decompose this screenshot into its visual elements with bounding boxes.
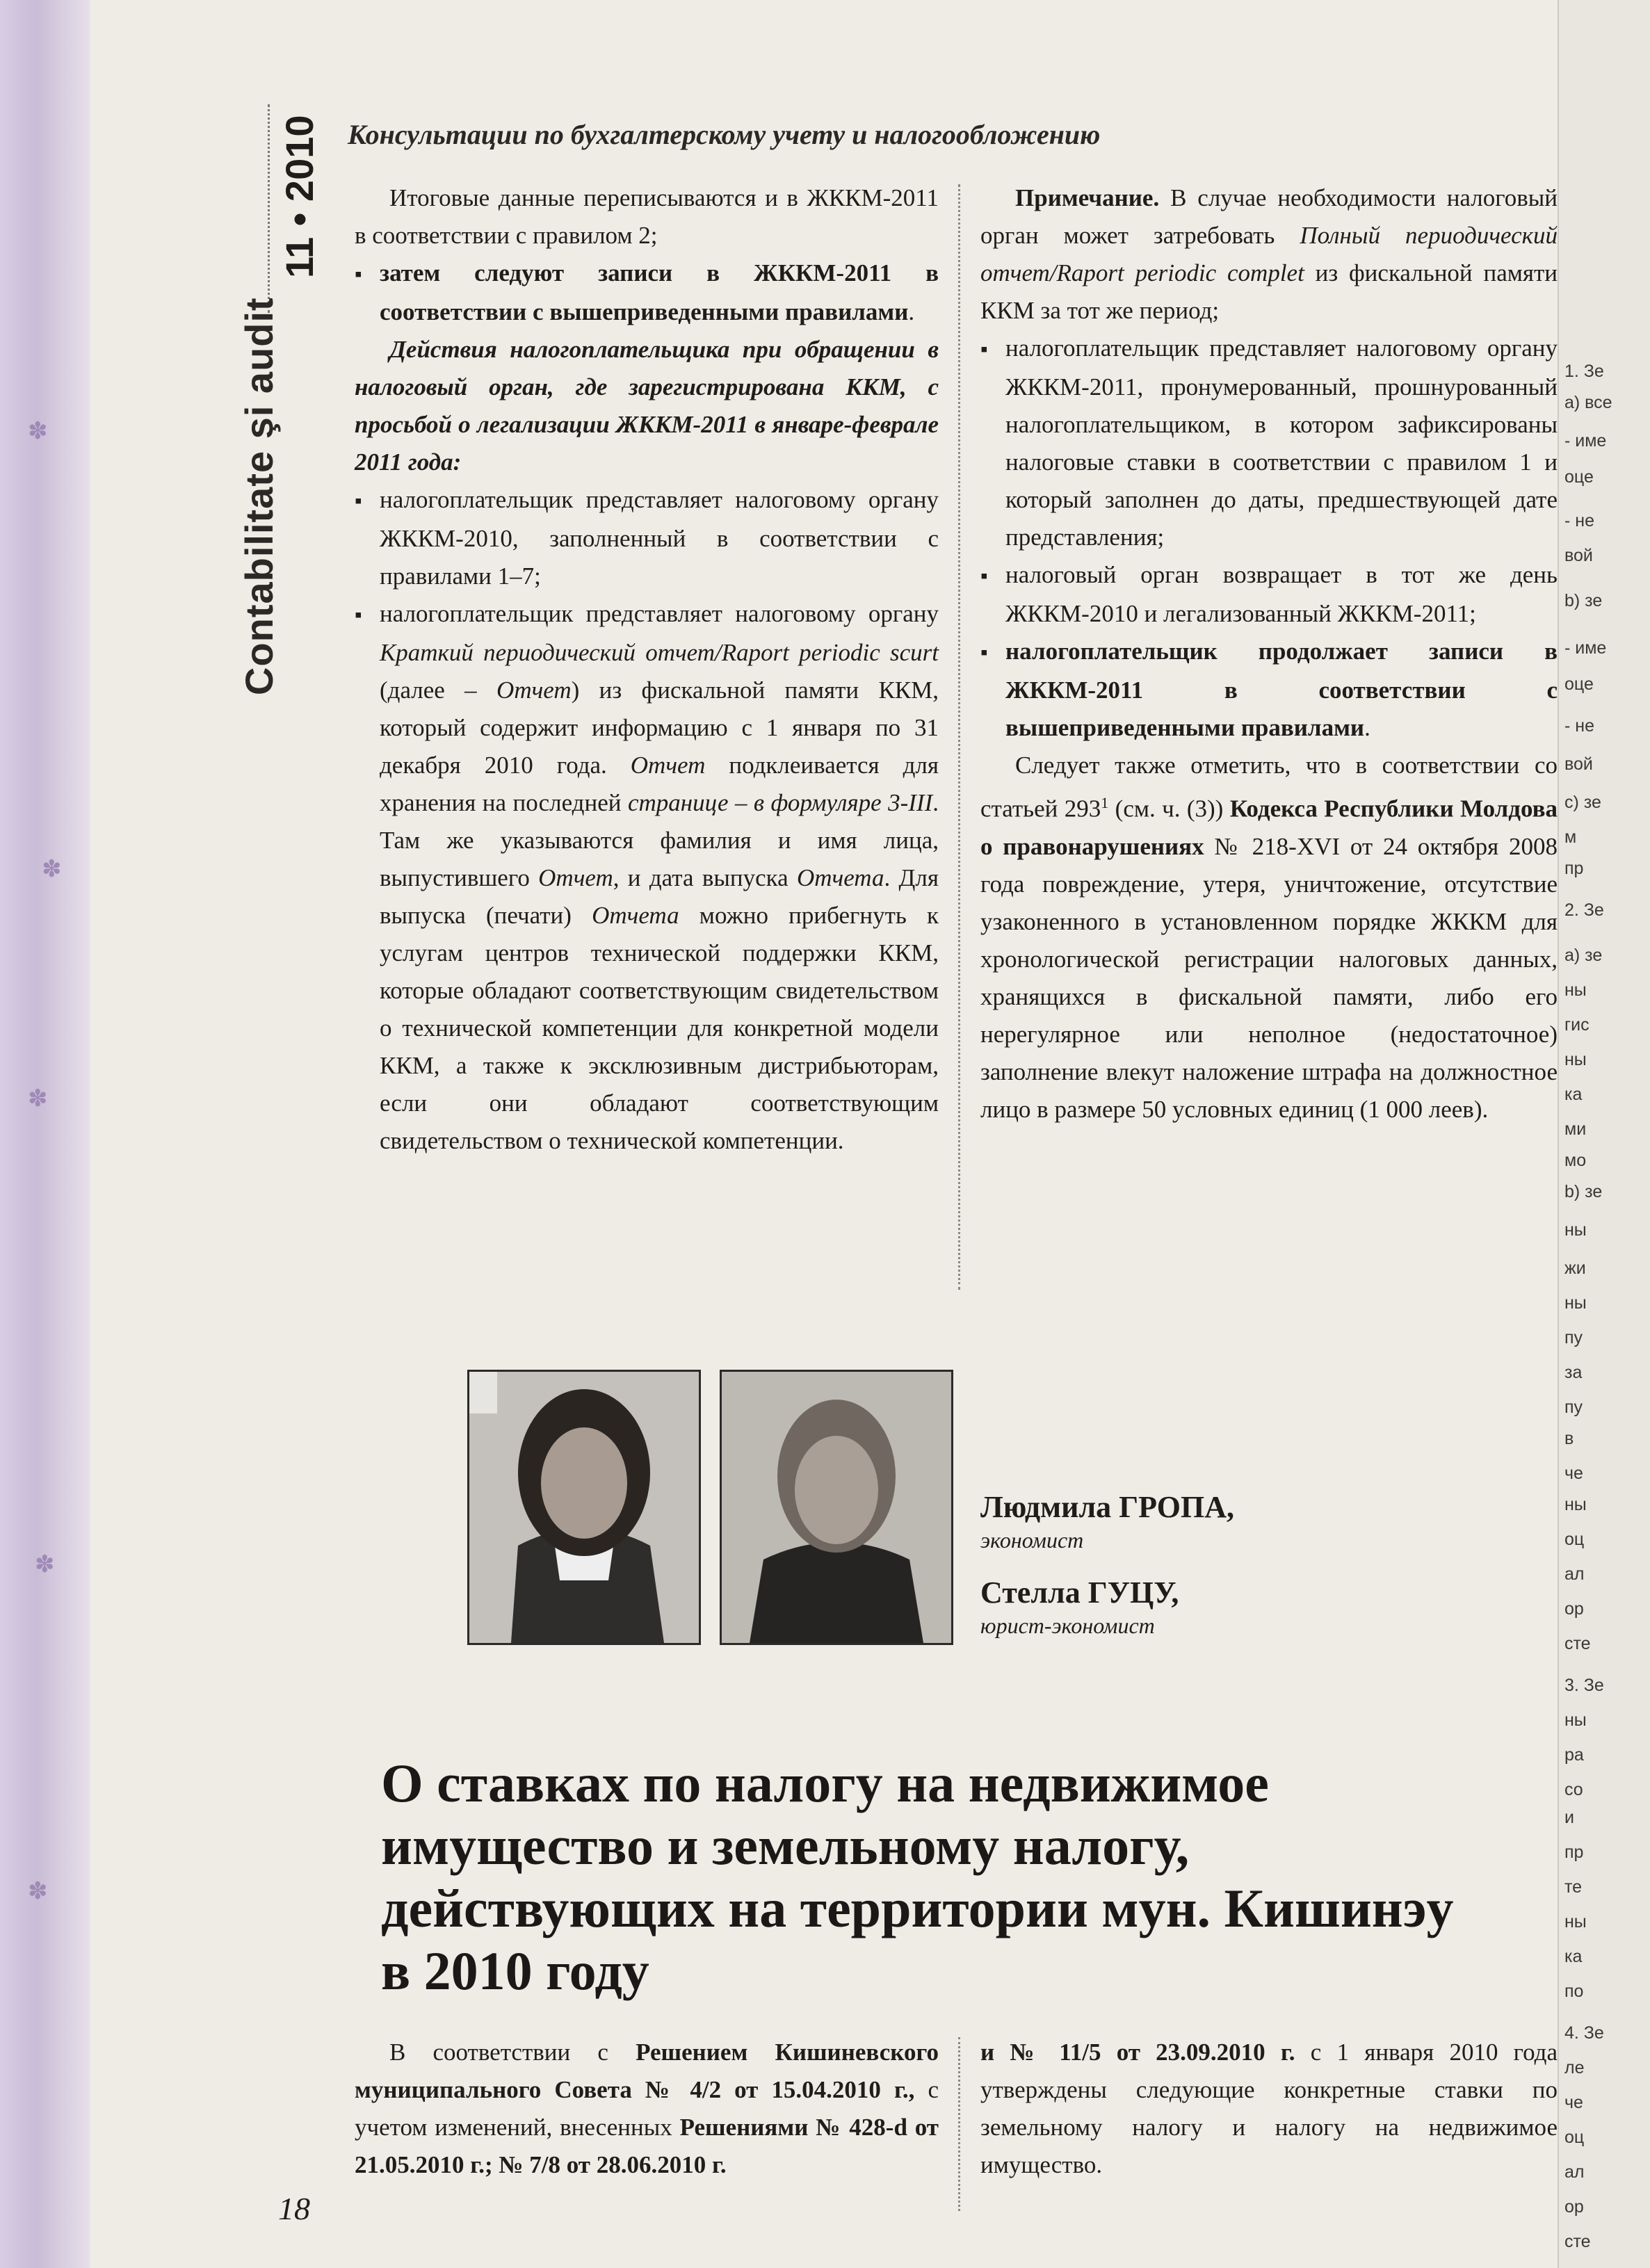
next-page-text-fragment: пу: [1564, 1398, 1583, 1417]
next-page-text-fragment: ны: [1564, 1050, 1587, 1069]
bullet-item: ▪ налогоплательщик продолжает записи в ЖККМ-2011 в соответствии с вышеприведенными правилами.: [980, 633, 1558, 747]
next-page-text-fragment: ор: [1564, 2197, 1584, 2217]
author-photo: [467, 1370, 701, 1645]
next-page-text-fragment: ка: [1564, 1947, 1583, 1966]
next-page-text-fragment: - не: [1564, 511, 1594, 530]
next-page-text-fragment: b) зе: [1564, 591, 1603, 610]
next-page-text-fragment: вой: [1564, 546, 1593, 565]
next-page-text-fragment: че: [1564, 2093, 1583, 2112]
next-page-text-fragment: че: [1564, 1464, 1583, 1483]
next-page-text-fragment: за: [1564, 1363, 1583, 1382]
next-page-text-fragment: пр: [1564, 859, 1584, 878]
next-page-text-fragment: 3. Зе: [1564, 1676, 1604, 1695]
article-title: О ставках по налогу на недвижимое имущество и земельному налогу, действующих на территории мун. Кишинэу в 2010 году: [381, 1753, 1454, 2001]
next-page-text-fragment: сте: [1564, 2232, 1591, 2251]
next-page-text-fragment: ра: [1564, 1745, 1584, 1765]
intro-paragraph-left: В соответствии с Решением Кишиневского муниципального Совета № 4/2 от 15.04.2010 г., с учетом изменений, внесенных Решениями № 428-d от 21.05.2010 г.; № 7/8 от 28.06.2010 г.: [355, 2039, 939, 2178]
next-page-text-fragment: ал: [1564, 1564, 1585, 1584]
flower-ornament: ✽: [42, 857, 62, 882]
next-page-text-fragment: ал: [1564, 2162, 1585, 2182]
next-page-text-fragment: - не: [1564, 716, 1594, 736]
bullet-item: ▪ налогоплательщик представляет налоговому органу ЖККМ-2011, пронумерованный, прошнурованный налогоплательщиком, в котором зафиксированы налоговые ставки в соответствии с правилом 1 и который заполнен до даты, предшествующей дате представления;: [980, 330, 1558, 556]
journal-title: Contabilitate şi audit: [237, 297, 281, 695]
intro-paragraph-right: и № 11/5 от 23.09.2010 г. с 1 января 2010 года утверждены следующие конкретные ставки по земельному налогу и налогу на недвижимое имущество.: [980, 2039, 1558, 2178]
author-gutsu: Стелла ГУЦУ, юрист-экономист: [980, 1576, 1179, 1638]
next-page-text-fragment: b) зе: [1564, 1182, 1603, 1201]
running-head: Консультации по бухгалтерскому учету и налогообложению: [348, 119, 1101, 150]
next-page-text-fragment: оц: [1564, 1530, 1585, 1549]
next-page-text-fragment: a) все: [1564, 393, 1612, 412]
next-page-text-fragment: ми: [1564, 1119, 1587, 1139]
next-page-text-fragment: со: [1564, 1780, 1583, 1799]
next-page-text-fragment: жи: [1564, 1258, 1586, 1278]
flower-ornament: ✽: [28, 1879, 48, 1904]
next-page-text-fragment: c) зе: [1564, 793, 1601, 812]
next-page-text-fragment: ны: [1564, 1912, 1587, 1931]
bullet-item: ▪ налогоплательщик представляет налоговому органу Краткий периодический отчет/Raport periodic scurt (далее – Отчет) из фискальной памяти ККМ, который содержит информацию с 1 января по 31 декабря 2010 года. Отчет подклеивается для хранения на последней странице – в формуляре 3-III. Там же указываются фамилия и имя лица, выпустившего Отчет, и дата выпуска Отчета. Для выпуска (печати) Отчета можно прибегнуть к услугам центров технической поддержки ККМ, которые обладают соответствующим свидетельством о технической компетенции для конкретной модели ККМ, а также к эксклюзивным дистрибьюторам, если они обладают соответствующим свидетельством о технической компетенции.: [355, 595, 939, 1160]
next-page-text-fragment: - име: [1564, 638, 1607, 658]
next-page-text-fragment: сте: [1564, 1634, 1591, 1653]
next-page-text-fragment: 2. Зе: [1564, 900, 1604, 920]
next-page-text-fragment: те: [1564, 1877, 1583, 1897]
bullet-item: ▪ налоговый орган возвращает в тот же день ЖККМ-2010 и легализованный ЖККМ-2011;: [980, 556, 1558, 633]
section-heading: Действия налогоплательщика при обращении в налоговый орган, где зарегистрирована ККМ, с просьбой о легализации ЖККМ-2011 в январе-феврале 2011 года:: [355, 336, 939, 476]
next-page-text-fragment: вой: [1564, 754, 1593, 774]
next-page-text-fragment: гис: [1564, 1015, 1590, 1035]
next-page-text-fragment: мо: [1564, 1151, 1587, 1170]
next-page-text-fragment: оце: [1564, 467, 1594, 487]
next-page-text-fragment: ны: [1564, 1293, 1587, 1313]
paragraph: Итоговые данные переписываются и в ЖККМ-2011 в соответствии с правилом 2;: [355, 184, 939, 249]
right-column: [980, 179, 1558, 1128]
flower-ornament: ✽: [28, 419, 48, 444]
next-page-text-fragment: a) зе: [1564, 946, 1603, 965]
flower-ornament: ✽: [35, 1552, 55, 1578]
column-divider: [958, 184, 960, 1290]
next-page-text-fragment: ны: [1564, 980, 1587, 1000]
next-page-text-fragment: - име: [1564, 431, 1607, 451]
left-column: [355, 179, 939, 1160]
page-number: 18: [278, 2191, 310, 2226]
issue-number: 11 • 2010: [277, 115, 321, 278]
author-photo: [720, 1370, 953, 1645]
bullet-item: ▪ налогоплательщик представляет налоговому органу ЖККМ-2010, заполненный в соответствии с правилами 1–7;: [355, 481, 939, 595]
note-paragraph: Примечание. В случае необходимости налоговый орган может затребовать Полный периодический отчет/Raport periodic complet из фискальной памяти ККМ за тот же период;: [980, 184, 1558, 324]
next-page-edge: [1558, 0, 1650, 2268]
bullet-item: ▪ затем следуют записи в ЖККМ-2011 в соответствии с вышеприведенными правилами.: [355, 254, 939, 331]
magazine-edge-decoration: [0, 0, 90, 2268]
next-page-text-fragment: 4. Зе: [1564, 2023, 1604, 2043]
next-page-text-fragment: в: [1564, 1429, 1574, 1448]
next-page-text-fragment: по: [1564, 1982, 1584, 2001]
next-page-text-fragment: 1. Зе: [1564, 362, 1604, 381]
next-page-text-fragment: ны: [1564, 1220, 1587, 1240]
next-page-text-fragment: оце: [1564, 674, 1594, 694]
next-page-text-fragment: оц: [1564, 2128, 1585, 2147]
flower-ornament: ✽: [28, 1086, 48, 1112]
author-gropa: Людмила ГРОПА, экономист: [980, 1490, 1234, 1553]
next-page-text-fragment: м: [1564, 827, 1577, 847]
next-page-text-fragment: ны: [1564, 1495, 1587, 1514]
spine-divider: [268, 104, 270, 313]
next-page-text-fragment: ор: [1564, 1599, 1584, 1619]
next-page-text-fragment: пу: [1564, 1328, 1583, 1347]
next-page-text-fragment: пр: [1564, 1842, 1584, 1862]
next-page-text-fragment: ны: [1564, 1710, 1587, 1730]
next-page-text-fragment: ка: [1564, 1085, 1583, 1104]
next-page-text-fragment: и: [1564, 1808, 1574, 1827]
paragraph: Следует также отметить, что в соответствии со статьей $293^1$ (см. ч. (3)) Кодекса Республики Молдова о правонарушениях № 218-XVI от 24 октября 2008 года повреждение, утеря, уничтожение, отсутствие узаконенного в установленном порядке ЖККМ для хронологической регистрации налоговых данных, хранящихся в фискальной памяти, либо его нерегулярное или неполное (недостаточное) заполнение влекут наложение штрафа на должностное лицо в размере 50 условных единиц (1 000 леев).: [980, 752, 1558, 1123]
column-divider: [958, 2037, 960, 2211]
next-page-text-fragment: ле: [1564, 2058, 1585, 2077]
